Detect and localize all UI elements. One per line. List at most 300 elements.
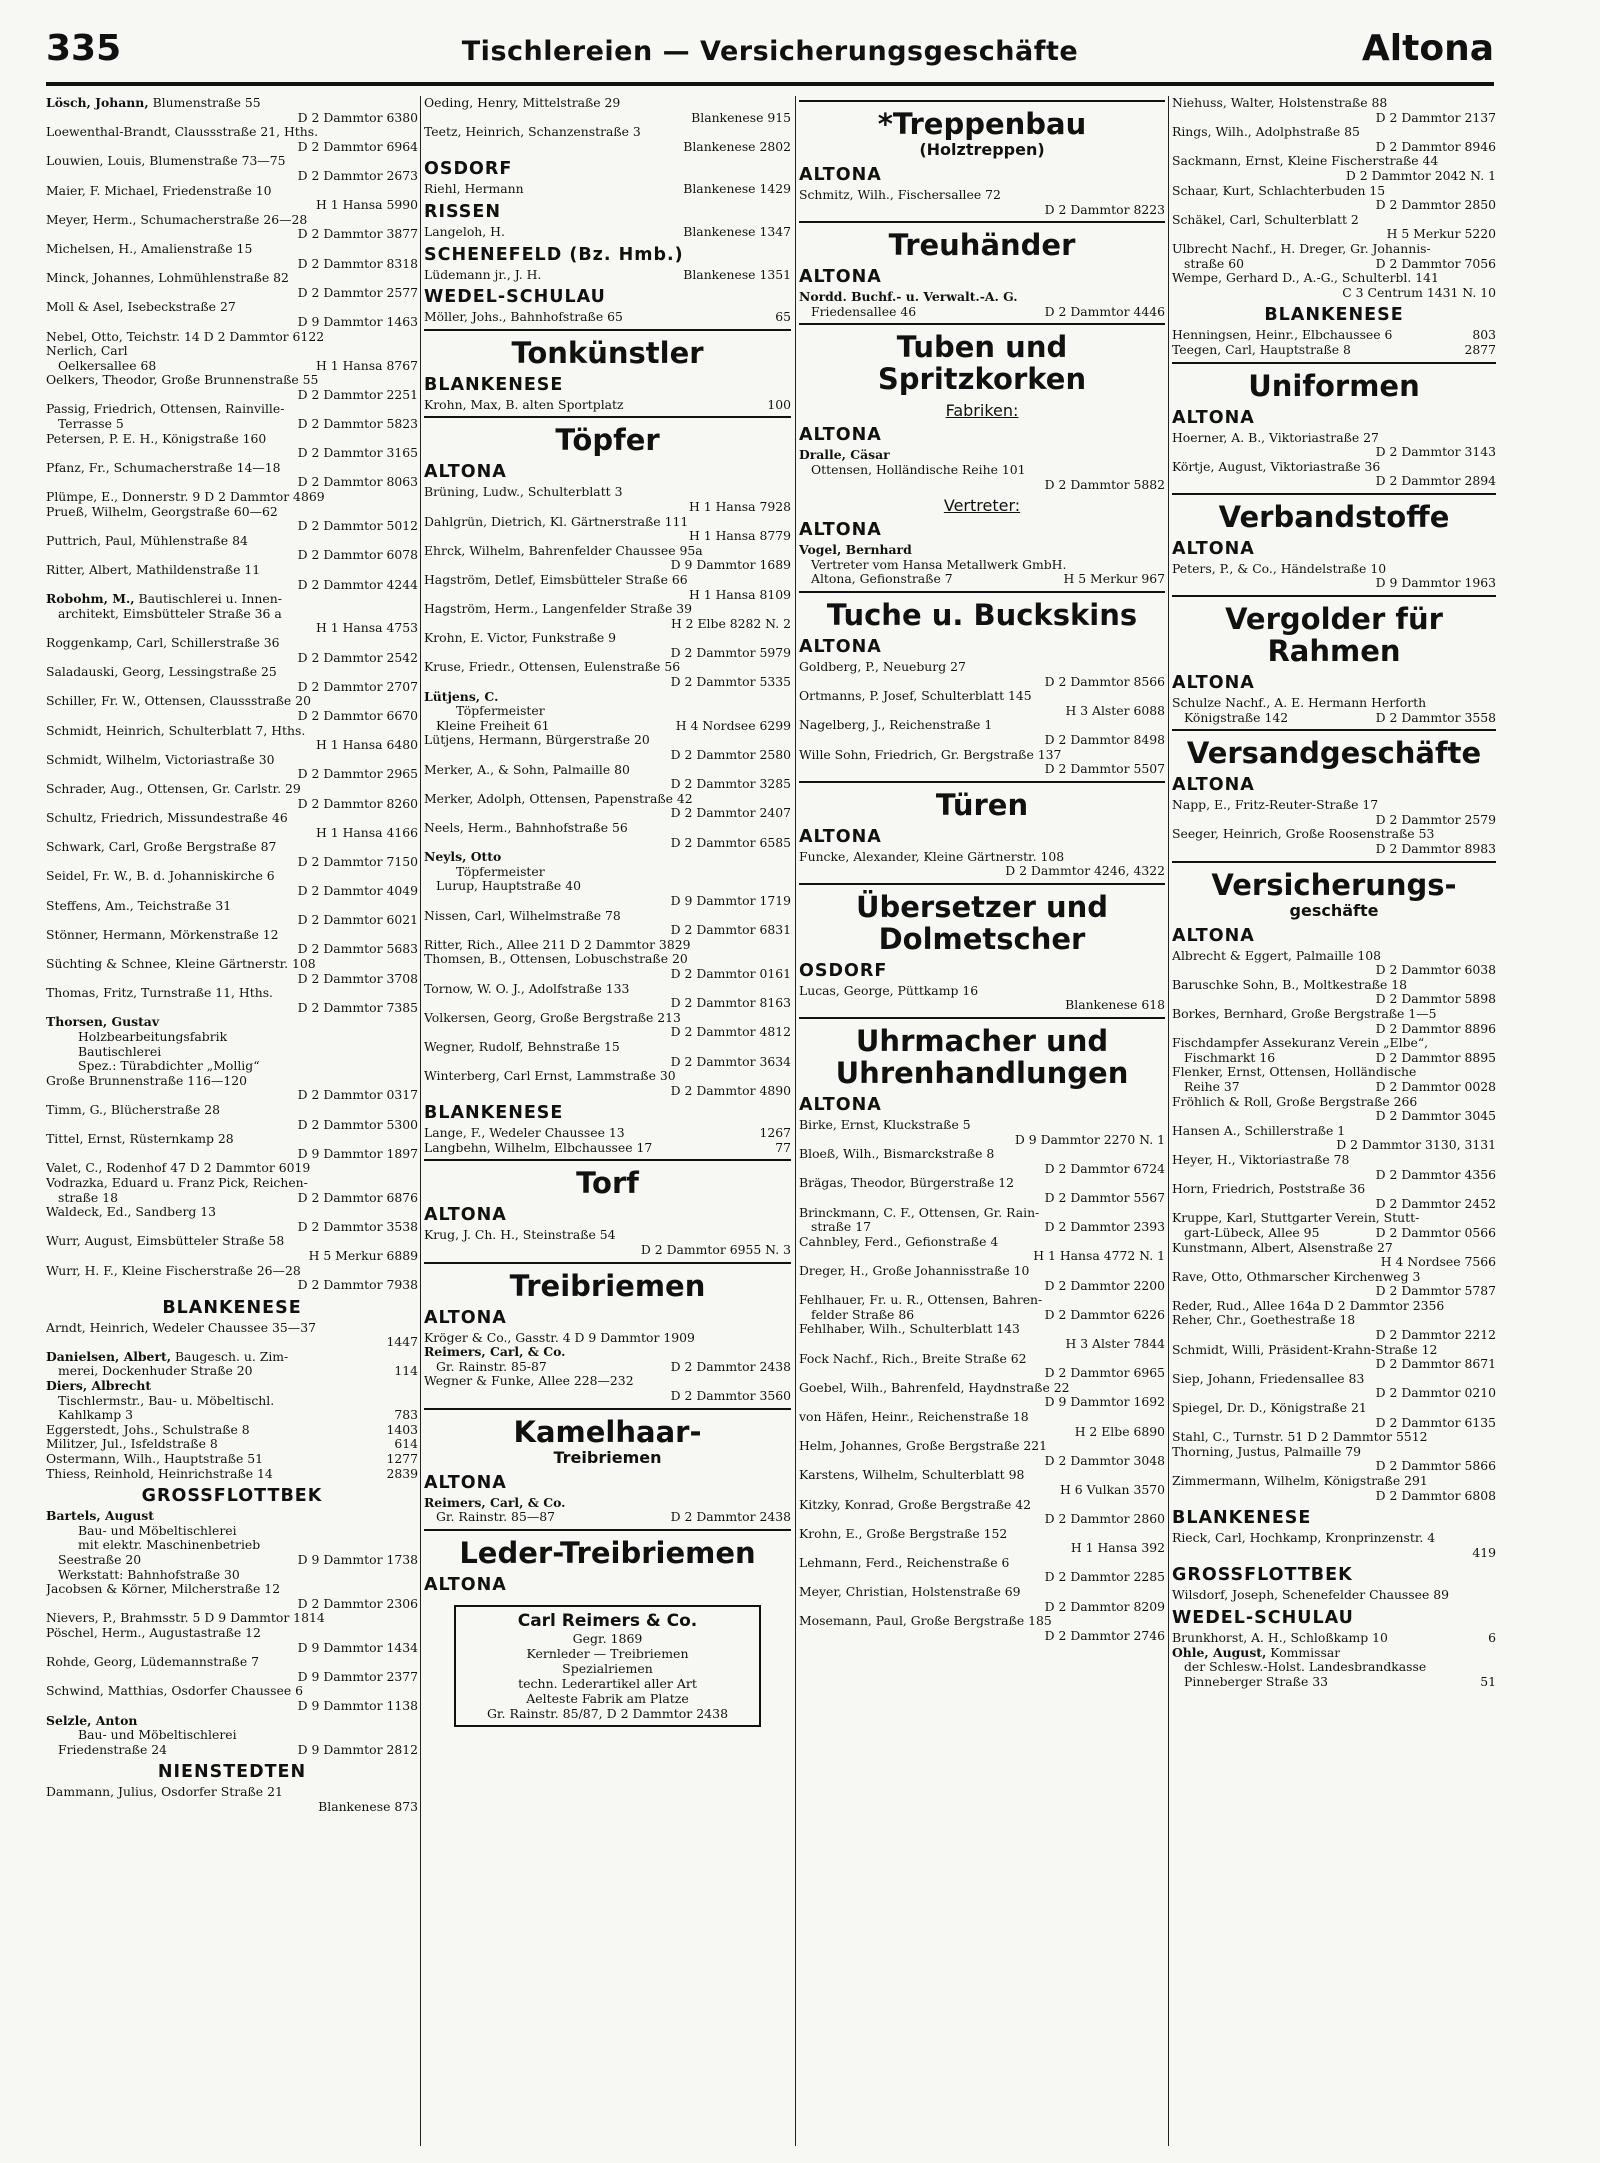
entry-phone: D 9 Dammtor 1689 [670,558,791,573]
entry-line [46,899,418,914]
entry-phone: H 2 Elbe 6890 [1074,1424,1165,1439]
entry-line [799,1585,1165,1600]
ad-line: Gr. Rainstr. 85/87, D 2 Dammtor 2438 [486,1705,729,1721]
directory-entry [424,792,791,821]
entry-line [799,1541,1165,1556]
locality-heading: OSDORF [799,960,888,981]
entry-phone: D 2 Dammtor 2965 [297,767,418,782]
entry-phone: D 2 Dammtor 6831 [670,923,791,938]
entry-phone: D 2 Dammtor 8671 [1375,1357,1496,1372]
entry-line [46,1074,418,1089]
directory-entry [424,485,791,514]
entry-text: Seestraße 20 [58,1553,142,1567]
entry-phone: Blankenese 2802 [683,139,791,154]
locality-heading: ALTONA [424,1472,507,1493]
entry-phone: D 2 Dammtor 5979 [670,645,791,660]
entry-phone: D 9 Dammtor 1738 [297,1553,418,1567]
entry-phone: Blankenese 915 [691,110,791,125]
entry-line [46,1743,418,1758]
entry-line [1172,111,1496,126]
directory-entry [46,1350,418,1379]
directory-entry [1172,1211,1496,1240]
locality-heading: ALTONA [1172,925,1255,946]
column-2 [424,96,791,2146]
entry-line [46,665,418,680]
directory-entry [46,928,418,957]
locality-heading: ALTONA [424,1574,507,1595]
entry-line [799,864,1165,879]
entry-phone: D 2 Dammtor 6380 [297,110,418,125]
category-subtitle: geschäfte [1289,900,1379,920]
directory-entry [46,1132,418,1161]
entry-name: Dralle, Cäsar [799,447,890,463]
entry-line [799,1410,1165,1425]
entry-line [46,563,418,578]
entry-line [46,913,418,928]
entry-line [1172,184,1496,199]
entry-phone: D 9 Dammtor 1897 [297,1146,418,1161]
entry-line [1172,286,1496,301]
entry-line [1172,154,1496,169]
entry-text: Puttrich, Paul, Mühlenstraße 84 [46,533,248,548]
entry-text: Lucas, George, Püttkamp 16 [799,983,979,998]
entry-phone: D 2 Dammtor 5012 [297,519,418,534]
entry-phone: D 2 Dammtor 4446 [1044,304,1165,319]
entry-line [1172,96,1496,111]
entry-line [46,738,418,753]
entry-name: Vogel, Bernhard [799,542,912,558]
entry-line [46,782,418,797]
entry-phone: D 2 Dammtor 7938 [297,1278,418,1293]
directory-entry [46,1684,418,1713]
entry-line [1172,1489,1496,1504]
entry-text: Tornow, W. O. J., Adolfstraße 133 [424,981,630,996]
directory-entry [46,869,418,898]
directory-entry [799,1264,1165,1293]
entry-line [46,548,418,563]
locality-heading: NIENSTEDTEN [157,1762,307,1783]
category-heading: *Treppenbau (Holztreppen) [799,100,1165,159]
entry-phone: H 5 Merkur 6889 [308,1248,418,1263]
entry-line [46,1205,418,1220]
entry-text: Tittel, Ernst, Rüsternkamp 28 [46,1132,234,1147]
entry-text: Arndt, Heinrich, Wedeler Chaussee 35—37 [46,1320,316,1335]
entry-text: Kröger & Co., Gasstr. 4 D 9 Dammtor 1909 [424,1330,695,1345]
directory-entry [799,748,1165,777]
entry-phone: D 2 Dammtor 5866 [1375,1459,1496,1474]
directory-entry [46,592,418,636]
entry-phone: D 2 Dammtor 8498 [1044,732,1165,747]
entry-line [799,689,1165,704]
entry-text: Maier, F. Michael, Friedenstraße 10 [46,183,272,198]
directory-entry [1172,827,1496,856]
entry-text: Seeger, Heinrich, Große Roosenstraße 53 [1172,827,1435,842]
entry-line [1172,460,1496,475]
ad-line: Kernleder — Treibriemen [526,1645,689,1661]
entry-line [799,1322,1165,1337]
locality-heading: ALTONA [1172,673,1255,694]
entry-text: Rave, Otto, Othmarscher Kirchenweg 3 [1172,1269,1421,1284]
entry-text: Siep, Johann, Friedensallee 83 [1172,1371,1365,1386]
entry-line [424,660,791,675]
column-divider [795,96,796,2146]
directory-entry [1172,1124,1496,1153]
entry-text: Meyer, Herm., Schumacherstraße 26—28 [46,212,308,227]
entry-line [424,646,791,661]
entry-text: Merker, Adolph, Ottensen, Papenstraße 42 [424,791,693,806]
entry-phone: D 2 Dammtor 5823 [297,417,418,432]
entry-text: Lehmann, Ferd., Reichenstraße 6 [799,1555,1010,1570]
entry-line [424,182,791,197]
directory-entry [1172,460,1496,489]
entry-line [424,1331,791,1346]
entry-text: Reihe 37 [1184,1079,1240,1094]
ad-company: Carl Reimers & Co. [517,1610,698,1631]
directory-entry [424,515,791,544]
entry-text: Pöschel, Herm., Augustastraße 12 [46,1625,261,1640]
directory-entry [46,1452,418,1467]
entry-text: Baruschke Sohn, B., Moltkestraße 18 [1172,977,1408,992]
locality-heading: RISSEN [424,201,502,222]
entry-line [1172,1241,1496,1256]
entry-line [424,719,791,734]
entry-text: merei, Dockenhuder Straße 20 [58,1364,253,1379]
directory-entry [46,724,418,753]
entry-line [46,1088,418,1103]
entry-text: Stönner, Hermann, Mörkenstraße 12 [46,927,279,942]
entry-line [424,529,791,544]
directory-entry [1172,125,1496,154]
entry-text: Zimmermann, Wilhelm, Königstraße 291 [1172,1474,1428,1488]
entry-text: Steffens, Am., Teichstraße 31 [46,898,232,913]
entry-phone: D 2 Dammtor 3165 [297,446,418,461]
locality-heading: BLANKENESE [162,1297,302,1318]
entry-phone: D 2 Dammtor 2438 [670,1359,791,1374]
entry-line [424,821,791,836]
entry-phone: D 9 Dammtor 2812 [297,1742,418,1757]
entry-text: Kruse, Friedr., Ottensen, Eulenstraße 56 [424,660,681,675]
entry-text: Danielsen, Albert, Baugesch. u. Zim- [46,1349,289,1364]
entry-line [1172,696,1496,711]
entry-line [799,1614,1165,1629]
entry-line [46,388,418,403]
entry-line [46,753,418,768]
entry-line [1172,125,1496,140]
entry-phone: D 2 Dammtor 8063 [297,475,418,490]
entry-phone: D 2 Dammtor 6038 [1375,963,1496,978]
entry-line [1172,827,1496,842]
entry-line [424,310,791,325]
entry-line [1172,1386,1496,1401]
directory-entry [46,1264,418,1293]
directory-entry [46,1176,418,1205]
directory-entry [799,1614,1165,1643]
entry-line [46,1800,418,1815]
entry-phone: 1447 [386,1335,418,1350]
entry-line [46,1220,418,1235]
entry-phone: D 2 Dammtor 0210 [1375,1386,1496,1401]
entry-text: Sackmann, Ernst, Kleine Fischerstraße 44 [1172,154,1439,169]
entry-line [46,811,418,826]
subsection-label [799,496,1165,515]
entry-line [46,1147,418,1162]
entry-line [424,777,791,792]
locality-heading: ALTONA [1172,538,1255,559]
category-heading: Verbandstoffe [1172,493,1496,533]
entry-line [1172,1474,1496,1489]
entry-text: Winterberg, Carl Ernst, Lammstraße 30 [424,1069,676,1084]
directory-entry [46,636,418,665]
directory-entry [46,432,418,461]
directory-entry [46,184,418,213]
directory-entry [1172,978,1496,1007]
directory-entry [1172,1445,1496,1474]
directory-entry [46,1321,418,1350]
entry-line [46,1176,418,1191]
entry-text: Thorning, Justus, Palmaille 79 [1172,1444,1362,1459]
directory-entry [46,505,418,534]
entry-line [424,1040,791,1055]
entry-phone: 783 [394,1408,418,1423]
entry-detail: Bau- und Möbeltischlerei [78,1522,237,1538]
entry-phone: H 1 Hansa 4166 [316,825,418,840]
entry-phone: D 2 Dammtor 6955 N. 3 [640,1243,791,1258]
entry-text: Rieck, Carl, Hochkamp, Kronprinzenstr. 4 [1172,1531,1436,1546]
directory-entry [1172,1430,1496,1445]
locality-heading: GROSSFLOTTBEK [1172,1565,1353,1586]
entry-name: Thorsen, Gustav [46,1014,160,1030]
entry-text: Schwind, Matthias, Osdorfer Chaussee 6 [46,1684,304,1699]
entry-line [424,1389,791,1404]
directory-entry [799,188,1165,217]
entry-line [1172,1007,1496,1022]
entry-line [424,1374,791,1389]
entry-phone: D 9 Dammtor 1463 [297,314,418,329]
entry-text: Kruppe, Karl, Stuttgarter Verein, Stutt- [1172,1211,1420,1226]
entry-text: Bloeß, Wilh., Bismarckstraße 8 [799,1147,995,1162]
entry-line [46,432,418,447]
entry-line [46,315,418,330]
entry-phone: D 2 Dammtor 2579 [1375,812,1496,827]
entry-phone: D 9 Dammtor 1963 [1375,576,1496,591]
entry-phone: H 1 Hansa 392 [1070,1541,1165,1556]
entry-line [46,1234,418,1249]
entry-phone: D 2 Dammtor 5898 [1375,992,1496,1007]
entry-phone: D 9 Dammtor 1434 [297,1640,418,1655]
entry-line [46,286,418,301]
entry-line [799,660,1165,675]
entry-text: Hagström, Detlef, Eimsbütteler Straße 66 [424,572,688,587]
entry-text: Krohn, E. Victor, Funkstraße 9 [424,631,617,646]
directory-entry [1172,1270,1496,1299]
entry-line [799,1512,1165,1527]
entry-name: Robohm, M., [46,592,135,607]
entry-phone: 419 [1472,1545,1496,1560]
entry-line [1172,1211,1496,1226]
entry-phone: H 1 Hansa 6480 [316,738,418,753]
entry-phone: D 2 Dammtor 8983 [1375,842,1496,857]
entry-phone: Blankenese 1429 [683,182,791,197]
entry-phone: D 2 Dammtor 2542 [297,650,418,665]
directory-entry [1172,154,1496,183]
directory-entry [46,1234,418,1263]
entry-text: Wilsdorf, Joseph, Schenefelder Chaussee 89 [1172,1588,1450,1603]
directory-entry [1172,1299,1496,1314]
directory-entry [799,1468,1165,1497]
directory-entry [424,1126,791,1141]
entry-phone: D 2 Dammtor 3285 [670,777,791,792]
category-heading: Türen [799,781,1165,821]
entry-phone: D 2 Dammtor 6078 [297,548,418,563]
locality-heading: ALTONA [799,165,882,185]
entry-text: Ostermann, Wilh., Hauptstraße 51 [46,1452,264,1467]
entry-phone: D 2 Dammtor 5882 [1044,477,1165,492]
entry-line [46,986,418,1001]
directory-entry [1172,1588,1496,1603]
entry-text: Teetz, Heinrich, Schanzenstraße 3 [424,125,641,140]
category-heading: Leder-Treibriemen [424,1529,791,1569]
entry-line [424,602,791,617]
entry-phone: D 2 Dammtor 6876 [297,1190,418,1205]
entry-line [46,1611,418,1626]
directory-entry [799,689,1165,718]
entry-text: Napp, E., Fritz-Reuter-Straße 17 [1172,798,1379,813]
directory-entry [46,1015,418,1103]
entry-line [424,748,791,763]
entry-line [799,762,1165,777]
entry-line [1172,1138,1496,1153]
locality-heading: SCHENEFELD (Bz. Hmb.) [424,244,684,265]
category-subtitle: (Holztreppen) [919,140,1045,159]
entry-text: Lange, F., Wedeler Chaussee 13 [424,1126,625,1141]
entry-phone: D 2 Dammtor 5567 [1044,1191,1165,1206]
entry-line [46,1264,418,1279]
entry-phone: H 5 Merkur 967 [1063,572,1165,587]
entry-text: Gr. Rainstr. 85—87 [436,1510,555,1525]
entry-line [1172,1124,1496,1139]
entry-text: straße 17 [811,1220,871,1235]
entry-line [46,1452,418,1467]
entry-text: Dahlgrün, Dietrich, Kl. Gärtnerstraße 111 [424,514,689,529]
entry-phone: D 2 Dammtor 2452 [1375,1196,1496,1211]
entry-text: Dreger, H., Große Johannisstraße 10 [799,1264,1030,1278]
entry-text: Michelsen, H., Amalienstraße 15 [46,241,253,256]
entry-line [46,855,418,870]
directory-entry [46,125,418,154]
category-heading: Versicherungs- geschäfte [1172,861,1496,920]
entry-line [424,1011,791,1026]
directory-entry [1172,1343,1496,1372]
entry-text: Seidel, Fr. W., B. d. Johanniskirche 6 [46,869,275,884]
entry-text: Saladauski, Georg, Lessingstraße 25 [46,665,277,680]
entry-text: Stahl, C., Turnstr. 51 D 2 Dammtor 5512 [1172,1430,1428,1445]
directory-entry [424,96,791,125]
entry-line [799,1191,1165,1206]
entry-line [1172,1270,1496,1285]
entry-line [424,125,791,140]
entry-line [799,1454,1165,1469]
ad-line: Spezialriemen [562,1660,653,1676]
entry-phone: D 2 Dammtor 5787 [1375,1284,1496,1299]
entry-line [46,1655,418,1670]
entry-line [1172,949,1496,964]
locality-heading: ALTONA [424,1205,507,1226]
entry-text: Brüning, Ludw., Schulterblatt 3 [424,485,623,500]
entry-phone: D 2 Dammtor 2393 [1044,1220,1165,1235]
directory-entry [1172,1474,1496,1503]
entry-name: Bartels, August [46,1508,154,1524]
entry-text: Thomas, Fritz, Turnstraße 11, Hths. [46,986,273,1001]
entry-text: Eggerstedt, Johs., Schulstraße 8 [46,1422,250,1437]
entry-line [46,928,418,943]
entry-line [424,836,791,851]
entry-text: Vodrazka, Eduard u. Franz Pick, Reichen- [46,1175,308,1190]
entry-line [1172,343,1496,358]
entry-phone: 614 [394,1437,418,1452]
entry-line [46,869,418,884]
entry-text: Lüdemann jr., J. H. [424,267,542,282]
entry-text: Altona, Gefionstraße 7 [811,572,953,587]
entry-text: Pinneberger Straße 33 [1184,1674,1328,1689]
entry-line [1172,1022,1496,1037]
entry-phone: D 9 Dammtor 1719 [670,893,791,908]
entry-text: Nagelberg, J., Reichenstraße 1 [799,718,993,733]
locality-heading: OSDORF [424,159,513,180]
entry-line [46,1568,418,1583]
entry-line [1172,140,1496,155]
entry-line [46,198,418,213]
directory-entry [46,344,418,373]
entry-line [1172,1182,1496,1197]
entry-line [46,621,418,636]
entry-phone: H 4 Nordsee 7566 [1380,1255,1496,1270]
locality-heading: BLANKENESE [1264,305,1404,326]
ad-line: techn. Lederartikel aller Art [518,1675,697,1691]
directory-entry [799,1322,1165,1351]
entry-phone: D 2 Dammtor 6021 [297,913,418,928]
directory-entry [1172,328,1496,343]
entry-text: Wegner & Funke, Allee 228—232 [424,1374,634,1389]
locality-heading: GROSSFLOTTBEK [141,1486,323,1507]
directory-entry [1172,1153,1496,1182]
directory-entry [799,1410,1165,1439]
entry-line [424,894,791,909]
entry-line [424,500,791,515]
entry-name: Ohle, August, [1172,1645,1267,1660]
directory-entry [424,125,791,154]
directory-entry [46,1714,418,1758]
directory-entry [46,1626,418,1655]
entry-phone: D 2 Dammtor 2894 [1375,474,1496,489]
entry-detail: Spez.: Türabdichter „Mollig“ [78,1058,260,1074]
directory-entry [424,1040,791,1069]
entry-phone: D 2 Dammtor 2251 [297,387,418,402]
entry-text: Fröhlich & Roll, Große Bergstraße 266 [1172,1094,1418,1109]
entry-phone: C 3 Centrum 1431 N. 10 [1342,285,1496,300]
entry-text: Robohm, M., Bautischlerei u. Innen- [46,592,282,607]
entry-phone: D 2 Dammtor 2042 N. 1 [1345,168,1496,183]
entry-phone: D 2 Dammtor 5683 [297,942,418,957]
entry-line [46,942,418,957]
locality-heading: BLANKENESE [1172,1508,1312,1529]
directory-entry [799,1235,1165,1264]
entry-text: Jacobsen & Körner, Milcherstraße 12 [46,1582,281,1597]
entry-line [46,344,418,359]
entry-phone: 6 [1488,1630,1496,1645]
directory-entry [424,182,791,197]
entry-phone: D 2 Dammtor 0566 [1375,1225,1496,1240]
entry-phone: D 2 Dammtor 6585 [670,835,791,850]
